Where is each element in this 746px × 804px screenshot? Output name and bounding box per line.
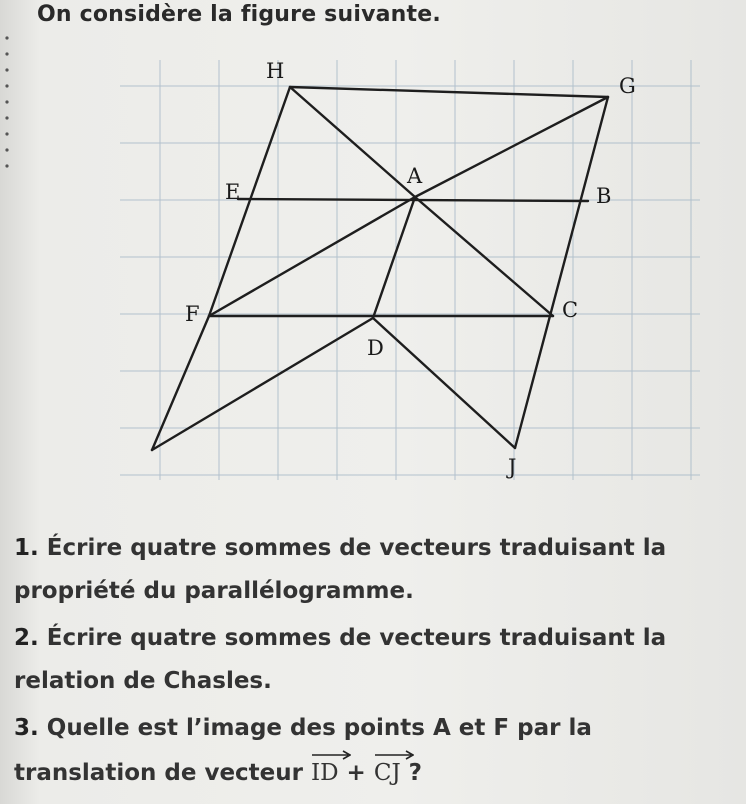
vector-ID [311, 760, 339, 786]
question-2-text-1: Écrire quatre sommes de vecteurs traduisant la [46, 625, 667, 651]
question-1-line-1 [14, 535, 666, 561]
binding-dots [4, 30, 10, 190]
label-G: G [619, 74, 636, 98]
vector-CJ-text: CJ [373, 760, 401, 786]
label-H: H [266, 59, 285, 83]
question-3-line-2 [14, 760, 422, 786]
label-D: D [367, 336, 384, 360]
label-E: E [225, 180, 241, 204]
question-2-line-2: relation de Chasles. [14, 668, 272, 694]
label-C: C [562, 298, 579, 322]
intro-text: On considère la figure suivante. [37, 2, 441, 27]
question-2-line-1 [14, 625, 666, 651]
question-2-number: 2. [14, 625, 39, 651]
vector-arrow-icon [374, 750, 414, 760]
question-3-suffix: ? [400, 760, 423, 786]
vector-ID-text: ID [311, 760, 339, 786]
plus-sign: + [338, 760, 374, 786]
question-1-number: 1. [14, 535, 39, 561]
question-3-prefix: translation de vecteur [14, 760, 312, 786]
question-1-text-1: Écrire quatre sommes de vecteurs traduisant la [46, 535, 667, 561]
geometry-figure [110, 44, 720, 494]
question-3-line-1 [14, 715, 592, 741]
label-J: J [508, 455, 517, 479]
figure-segments [152, 87, 608, 450]
label-A: A [407, 164, 423, 188]
vector-arrow-icon [311, 750, 351, 760]
question-3-number: 3. [14, 715, 39, 741]
question-1-line-2: propriété du parallélogramme. [14, 578, 414, 604]
question-3-text-1: Quelle est l’image des points A et F par la [46, 715, 592, 741]
vector-CJ [374, 760, 401, 786]
label-F: F [185, 302, 200, 326]
label-B: B [596, 184, 612, 208]
